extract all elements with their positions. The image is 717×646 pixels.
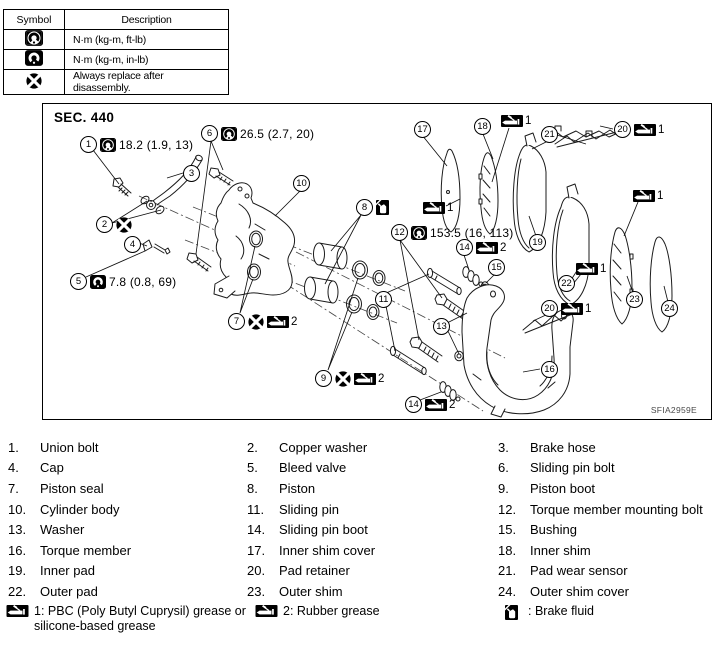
grease-icon [501,115,523,127]
grease-icon [354,373,376,385]
part-item [247,581,498,602]
grease-number: 2 [291,315,298,328]
part-number: 9. [498,480,509,496]
symbol-table [3,9,229,95]
callout-circle: 7 [228,313,245,330]
grease-note-marker [423,202,453,214]
part-label: Outer pad [40,583,98,599]
callout-20 [614,121,664,138]
torque-wrench-dark-icon [90,275,106,289]
callout-1 [80,136,193,153]
callout-circle: 18 [474,118,491,135]
part-number: 21. [498,563,517,579]
union-bolt-drawing [113,178,131,196]
grease-note-marker [501,115,531,127]
part-item [247,540,498,561]
callout-5 [70,273,176,290]
note-grease-2 [255,604,380,619]
part-item [498,519,717,540]
callout-circle: 12 [391,224,408,241]
torque-value: 153.5 (16, 113) [430,225,514,240]
grease-icon [561,303,583,315]
callout-3 [183,165,200,182]
part-label: Inner shim cover [279,542,376,558]
grease-icon [576,263,598,275]
callout-circle: 17 [414,121,431,138]
part-item [8,458,247,479]
part-label: Pad wear sensor [530,563,628,579]
part-label: Washer [40,522,85,538]
callout-circle: 21 [541,126,558,143]
grease-number: 2 [378,372,385,385]
part-item [8,540,247,561]
callout-circle: 20 [541,300,558,317]
symbol-description: Always replace after disassembly. [65,70,229,95]
part-item [247,519,498,540]
replace-icon [26,73,42,89]
callout-circle: 13 [433,318,450,335]
replace-icon [335,371,351,387]
callout-24 [661,300,678,317]
part-item [498,540,717,561]
callout-circle: 23 [626,291,643,308]
grease-icon [425,399,447,411]
symbol-header-cell: Symbol [4,10,65,30]
part-number: 7. [8,480,19,496]
part-item [498,458,717,479]
piston-drawing [305,243,348,303]
figure-code: SFIA2959E [650,405,697,415]
callout-circle: 16 [541,361,558,378]
part-label: Copper washer [279,439,368,455]
part-number: 6. [498,460,509,476]
grease-number: 1 [525,115,532,127]
part-number: 19. [8,563,27,579]
part-number: 2. [247,439,258,455]
part-item [498,437,717,458]
grease-number: 1 [600,263,607,275]
grease-icon [6,605,29,617]
torque-wrench-light-icon [221,127,237,141]
symbol-table-row [4,30,229,50]
callout-18 [474,118,491,135]
torque-value: 26.5 (2.7, 20) [240,126,315,141]
grease-number: 1 [657,190,664,202]
part-label: Sliding pin bolt [530,460,615,476]
part-label: Cylinder body [40,501,120,517]
grease-icon [633,190,655,202]
callout-circle: 6 [201,125,218,142]
grease-icon [267,316,289,328]
symbol-description: N·m (kg-m, ft-lb) [65,30,229,50]
callout-circle: 3 [183,165,200,182]
part-number: 24. [498,583,517,599]
callout-circle: 22 [558,275,575,292]
grease-icon [255,605,278,617]
grease-number: 1 [585,302,592,315]
part-label: Sliding pin [279,501,339,517]
callout-circle: 14 [456,239,473,256]
part-item [247,458,498,479]
part-number: 22. [8,583,27,599]
part-item [8,437,247,458]
callout-20 [541,300,591,317]
part-item [498,581,717,602]
cylinder-body-drawing [214,183,295,298]
part-number: 23. [247,583,266,599]
grease-icon [423,202,445,214]
callout-circle: 8 [356,199,373,216]
symbol-table-header-row [4,10,229,30]
part-label: Cap [40,460,64,476]
section-label: SEC. 440 [54,110,115,125]
callout-circle: 5 [70,273,87,290]
callout-21 [541,126,558,143]
part-number: 3. [498,439,509,455]
part-item [247,437,498,458]
callout-circle: 14 [405,396,422,413]
part-number: 17. [247,542,266,558]
part-number: 11. [247,501,265,517]
part-item [498,561,717,582]
callout-16 [541,361,558,378]
note-brake-fluid [505,604,594,620]
callout-15 [488,259,505,276]
part-item [8,499,247,520]
part-number: 13. [8,522,27,538]
part-label: Torque member [40,542,132,558]
part-number: 8. [247,480,258,496]
part-label: Outer shim cover [530,583,629,599]
grease-icon [476,242,498,254]
part-label: Brake hose [530,439,596,455]
outer-shim-drawing [610,228,633,324]
note-text: 1: PBC (Poly Butyl Cuprysil) grease or silicone-based grease [34,604,246,633]
part-item [8,561,247,582]
grease-number: 1 [447,202,454,214]
grease-number: 1 [658,123,665,136]
part-label: Torque member mounting bolt [530,501,703,517]
brake-fluid-icon [505,605,518,620]
torque-wrench-light-icon [411,226,427,240]
callout-circle: 4 [124,236,141,253]
part-number: 15. [498,522,517,538]
part-number: 14. [247,522,266,538]
callout-circle: 10 [293,175,310,192]
grease-note-marker [576,263,606,275]
callout-8 [356,199,389,216]
callout-circle: 1 [80,136,97,153]
callout-17 [414,121,431,138]
brake-fluid-icon [376,200,389,215]
part-number: 16. [8,542,27,558]
part-number: 18. [498,542,517,558]
part-label: Bleed valve [279,460,347,476]
callout-circle: 24 [661,300,678,317]
callout-23 [626,291,643,308]
outer-shim-cover-drawing [650,237,672,332]
part-item [8,478,247,499]
callout-circle: 19 [529,234,546,251]
note-text: : Brake fluid [528,604,595,618]
grease-number: 2 [500,241,507,254]
callout-11 [375,291,392,308]
part-label: Bushing [530,522,577,538]
torque-value: 7.8 (0.8, 69) [109,274,177,289]
part-label: Union bolt [40,439,99,455]
callout-4 [124,236,141,253]
grease-number: 2 [449,398,456,411]
part-item [247,561,498,582]
callout-circle: 11 [375,291,392,308]
part-number: 4. [8,460,19,476]
cap-bleed-valve-drawing [143,240,170,254]
callout-22 [558,275,575,292]
callout-14 [456,239,506,256]
symbol-table-row [4,70,229,95]
replace-icon [116,217,132,233]
description-header-cell: Description [65,10,229,30]
callout-2 [96,216,132,233]
parts-list [0,437,717,602]
callout-circle: 15 [488,259,505,276]
part-label: Pad retainer [279,563,350,579]
torque-wrench-light-icon [100,138,116,152]
part-item [247,478,498,499]
part-item [498,499,717,520]
callout-circle: 20 [614,121,631,138]
part-number: 20. [247,563,266,579]
torque-wrench-light-icon [25,30,43,46]
callout-circle: 9 [315,370,332,387]
torque-value: 18.2 (1.9, 13) [119,137,194,152]
part-item [8,581,247,602]
callout-6 [201,125,314,142]
callout-10 [293,175,310,192]
part-label: Piston [279,480,316,496]
part-number: 10. [8,501,27,517]
grease-note-marker [633,190,663,202]
torque-wrench-dark-icon [25,50,43,66]
inner-shim-drawing [479,153,498,234]
symbol-table-row [4,50,229,70]
callout-19 [529,234,546,251]
part-item [498,478,717,499]
note-grease-1 [6,604,248,634]
part-label: Inner pad [40,563,95,579]
replace-icon [248,314,264,330]
callout-14 [405,396,455,413]
part-label: Inner shim [530,542,591,558]
part-label: Piston seal [40,480,104,496]
part-label: Sliding pin boot [279,522,368,538]
grease-icon [634,124,656,136]
part-item [247,499,498,520]
exploded-view-figure [42,103,712,420]
part-item [8,519,247,540]
note-text: 2: Rubber grease [283,604,380,618]
part-number: 12. [498,501,517,517]
callout-9 [315,370,384,387]
callout-13 [433,318,450,335]
symbol-description: N·m (kg-m, in-lb) [65,50,229,70]
callout-circle: 2 [96,216,113,233]
part-number: 5. [247,460,258,476]
part-label: Piston boot [530,480,596,496]
part-label: Outer shim [279,583,343,599]
part-number: 1. [8,439,19,455]
callout-7 [228,313,297,330]
